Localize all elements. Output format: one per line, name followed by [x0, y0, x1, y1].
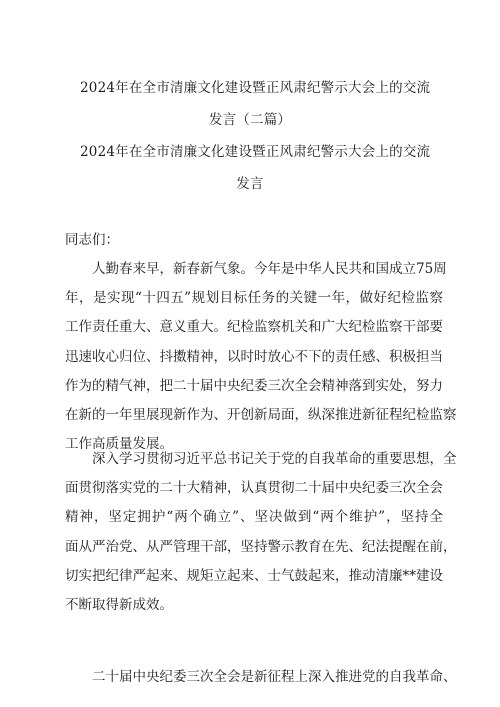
document-title [80, 72, 431, 136]
text-line: 不断取得新成效。 [65, 597, 173, 614]
title-line: 发言（二篇） [208, 112, 292, 128]
text-line: 面从严治党、从严管理干部，坚持警示教育在先、纪法提醒在前， [65, 538, 457, 555]
text-line: 作为的精气神，把二十届中央纪委三次全会精神落到实处，努力 [65, 377, 443, 394]
text-line: 年，是实现“十四五”规划目标任务的关键一年，做好纪检监察 [65, 290, 443, 307]
text-line: 面贯彻落实党的二十大精神，认真贯彻二十届中央纪委三次全会 [65, 480, 443, 497]
text-line: 工作责任重大、意义重大。纪检监察机关和广大纪检监察干部要 [65, 319, 443, 336]
salutation: 同志们： [65, 232, 119, 248]
text-line: 切实把纪律严起来、规矩立起来、士气鼓起来，推动清廉**建设 [65, 567, 443, 584]
text-line: 二十届中央纪委三次全会是新征程上深入推进党的自我革命、 [92, 669, 457, 685]
paragraph [65, 663, 457, 692]
text-line: 在新的一年里展现新作为、开创新局面，纵深推进新征程纪检监察 [65, 407, 457, 424]
text-line: 人勤春来早，新春新气象。今年是中华人民共和国成立75周 [92, 261, 447, 277]
document-subtitle [80, 136, 431, 200]
text-line: 工作高质量发展。 [65, 436, 173, 453]
title-line: 发言 [236, 176, 264, 192]
title-line: 2024年在全市清廉文化建设暨正风肃纪警示大会上的交流 [80, 80, 431, 96]
text-line: 迅速收心归位、抖擞精神，以时时放心不下的责任感、积极担当 [65, 348, 443, 365]
title-line: 2024年在全市清廉文化建设暨正风肃纪警示大会上的交流 [80, 144, 431, 160]
text-line: 精神，坚定拥护“两个确立”、坚决做到“两个维护”，坚持全 [65, 509, 443, 526]
text-line: 深入学习贯彻习近平总书记关于党的自我革命的重要思想，全 [92, 451, 457, 467]
paragraph [65, 445, 457, 620]
